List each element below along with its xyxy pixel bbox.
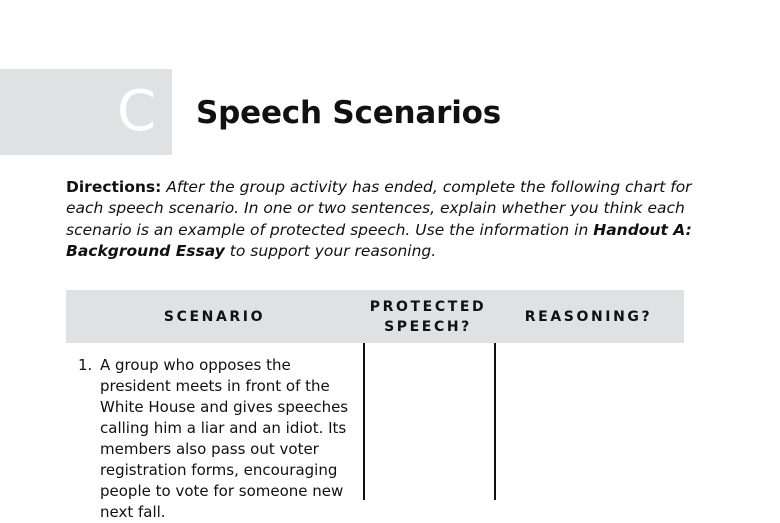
table-header: [66, 290, 684, 343]
directions-text-part2: to support your reasoning.: [224, 241, 437, 260]
column-header-scenario-label: SCENARIO: [163, 308, 266, 325]
directions-paragraph: [66, 177, 706, 262]
column-header-protected-speech: [363, 290, 493, 343]
page-title: Speech Scenarios: [196, 95, 501, 131]
scenario-number: 1.: [78, 356, 93, 374]
column-header-reasoning: [493, 290, 684, 343]
column-divider-1: [363, 343, 365, 500]
column-header-reasoning-label: REASONING?: [524, 308, 653, 325]
column-divider-2: [494, 343, 496, 500]
scenario-text: A group who opposes the president meets in front of the White House and gives speeches calling him a liar and an idiot. Its members also pass out voter registration forms, encouraging people to vote for someone new next fall.: [100, 356, 349, 521]
directions-text-part1: After the group activity has ended, complete the following chart for each speech scenario. In one or two sentences, explain whether you think each scenario is an example of protected speech. Use the information in: [66, 178, 692, 239]
column-header-scenario: [66, 290, 363, 343]
section-letter: C: [117, 79, 157, 144]
column-header-protected-line2: SPEECH?: [384, 318, 472, 335]
handout-reference: Handout A: Background Essay: [66, 220, 692, 260]
column-header-protected-line1: PROTECTED: [369, 298, 487, 315]
column-header-protected-speech-label: [370, 297, 486, 337]
directions-label: Directions:: [66, 178, 162, 196]
